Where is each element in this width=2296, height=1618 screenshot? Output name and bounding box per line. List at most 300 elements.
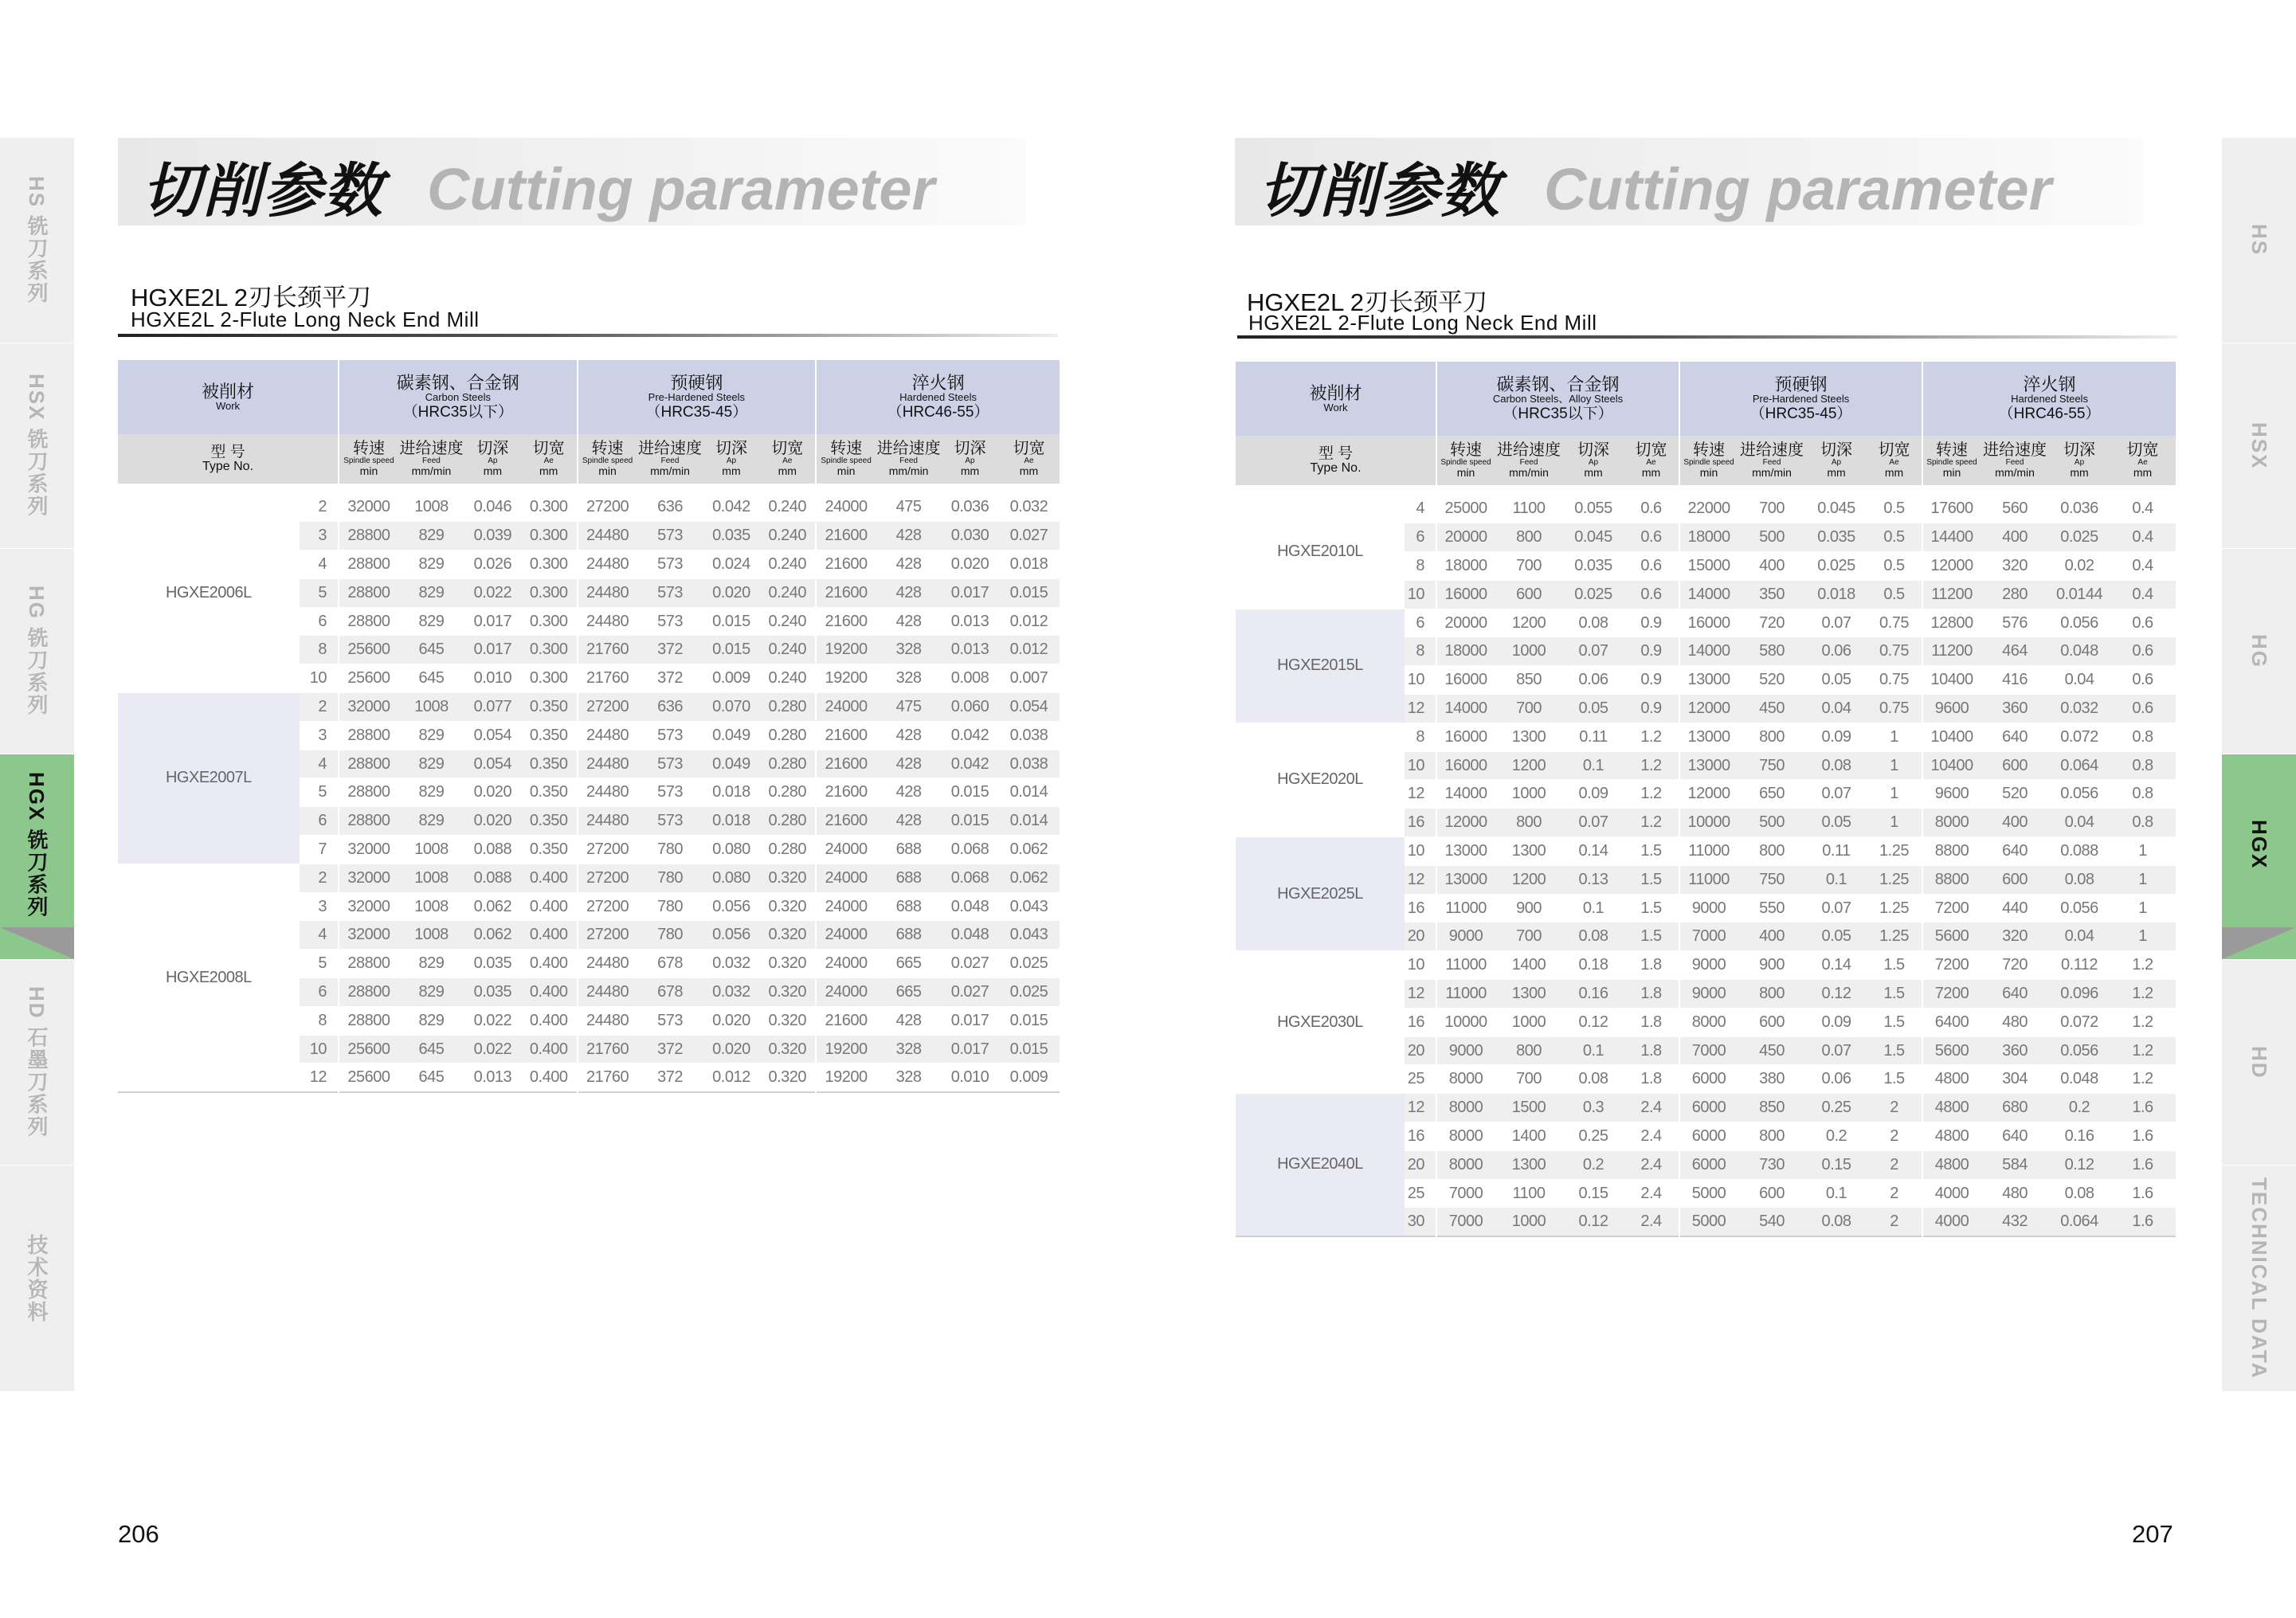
param-value-cell: 573 <box>637 522 703 550</box>
diameter-cell: 2 <box>300 693 339 722</box>
material-group-cn: 预硬钢 <box>1774 374 1828 395</box>
param-value-cell: 28800 <box>339 807 398 836</box>
param-value-cell: 1.2 <box>1624 723 1679 751</box>
param-label-en: Spindle speed <box>821 456 872 465</box>
param-label-en: Ap <box>488 456 498 465</box>
param-value-cell: 800 <box>1495 523 1563 552</box>
param-value-cell: 0.025 <box>1806 552 1867 581</box>
param-value-cell: 0.9 <box>1624 609 1679 637</box>
param-value-cell: 16000 <box>1679 609 1738 637</box>
side-tab-hd[interactable] <box>0 960 74 1166</box>
param-value-cell: 1008 <box>398 493 464 522</box>
tab-corner-triangle <box>2222 927 2296 959</box>
param-value-cell: 24480 <box>578 1006 637 1035</box>
work-label-en: Work <box>215 400 241 413</box>
side-tab-hgx[interactable] <box>0 754 74 960</box>
param-value-cell: 0.240 <box>759 607 816 636</box>
param-value-cell: 8000 <box>1922 809 1981 837</box>
param-label-cn: 转速 <box>1693 441 1726 459</box>
side-tab-hd[interactable] <box>2222 960 2296 1166</box>
param-value-cell: 400 <box>1981 523 2049 552</box>
param-column-header <box>759 434 816 484</box>
param-value-cell: 0.062 <box>998 864 1060 892</box>
side-tab-hg[interactable] <box>0 549 74 754</box>
param-value-cell: 0.240 <box>759 664 816 693</box>
hardness-range: （HRC46-55） <box>887 403 989 421</box>
param-value-cell: 0.400 <box>521 1035 578 1064</box>
param-value-cell: 8000 <box>1436 1122 1495 1151</box>
side-tab-hs[interactable] <box>2222 138 2296 343</box>
param-value-cell: 12000 <box>1679 695 1738 723</box>
param-value-cell: 21760 <box>578 1064 637 1092</box>
diameter-cell: 20 <box>1405 1036 1436 1065</box>
param-unit: min <box>598 464 617 478</box>
param-value-cell: 0.280 <box>759 807 816 836</box>
param-value-cell: 0.15 <box>1563 1179 1624 1208</box>
param-value-cell: 0.032 <box>703 978 760 1007</box>
param-value-cell: 1 <box>1867 809 1922 837</box>
side-tab-label: HSX <box>2247 421 2271 470</box>
diameter-cell: 20 <box>1405 923 1436 951</box>
param-column-header <box>1679 436 1738 485</box>
param-value-cell: 829 <box>398 778 464 807</box>
param-value-cell: 19200 <box>816 636 876 664</box>
param-label-en: Feed <box>422 456 441 465</box>
param-value-cell: 0.6 <box>2110 695 2176 723</box>
param-label-cn: 切宽 <box>2126 441 2159 459</box>
param-value-cell: 0.6 <box>2110 637 2176 666</box>
param-value-cell: 24480 <box>578 522 637 550</box>
param-value-cell: 7000 <box>1436 1179 1495 1208</box>
param-value-cell: 0.015 <box>703 636 760 664</box>
param-value-cell: 636 <box>637 493 703 522</box>
param-value-cell: 6000 <box>1679 1065 1738 1094</box>
param-value-cell: 0.16 <box>1563 980 1624 1009</box>
param-value-cell: 0.300 <box>521 493 578 522</box>
param-value-cell: 21600 <box>816 607 876 636</box>
param-unit: mm <box>2070 466 2089 480</box>
diameter-cell: 6 <box>1405 609 1436 637</box>
param-unit: mm <box>483 464 503 478</box>
side-tab-label: TECHNICAL DATA <box>2247 1177 2271 1380</box>
param-value-cell: 27200 <box>578 864 637 892</box>
side-tab-hgx[interactable] <box>2222 754 2296 960</box>
param-value-cell: 0.035 <box>1806 523 1867 552</box>
diameter-cell: 6 <box>300 978 339 1007</box>
param-value-cell: 1300 <box>1495 980 1563 1009</box>
param-value-cell: 400 <box>1738 552 1806 581</box>
param-value-cell: 0.8 <box>2110 780 2176 809</box>
param-value-cell: 1 <box>1867 751 1922 780</box>
param-value-cell: 1100 <box>1495 1179 1563 1208</box>
param-value-cell: 0.8 <box>2110 751 2176 780</box>
param-label-en: Spindle speed <box>1440 457 1491 467</box>
diameter-cell: 4 <box>300 750 339 778</box>
param-value-cell: 2.4 <box>1624 1179 1679 1208</box>
param-value-cell: 28800 <box>339 750 398 778</box>
param-value-cell: 9000 <box>1436 1036 1495 1065</box>
param-value-cell: 0.350 <box>521 750 578 778</box>
param-value-cell: 1 <box>2110 894 2176 923</box>
param-value-cell: 0.6 <box>1624 523 1679 552</box>
param-value-cell: 680 <box>1981 1094 2049 1122</box>
param-value-cell: 1500 <box>1495 1094 1563 1122</box>
param-value-cell: 1.5 <box>1624 894 1679 923</box>
param-unit: mm/min <box>1752 466 1792 480</box>
param-value-cell: 0.06 <box>1806 1065 1867 1094</box>
param-value-cell: 0.009 <box>998 1064 1060 1092</box>
param-value-cell: 1000 <box>1495 637 1563 666</box>
param-value-cell: 25600 <box>339 1035 398 1064</box>
param-unit: mm <box>722 464 741 478</box>
param-value-cell: 1 <box>1867 780 1922 809</box>
param-value-cell: 8000 <box>1436 1094 1495 1122</box>
param-value-cell: 0.032 <box>998 493 1060 522</box>
param-value-cell: 0.062 <box>464 921 521 950</box>
param-value-cell: 24480 <box>578 978 637 1007</box>
param-value-cell: 440 <box>1981 894 2049 923</box>
param-value-cell: 0.024 <box>703 550 760 579</box>
param-value-cell: 0.008 <box>942 664 998 693</box>
param-value-cell: 19200 <box>816 1064 876 1092</box>
param-value-cell: 780 <box>637 864 703 892</box>
product-title-en: HGXE2L 2-Flute Long Neck End Mill <box>1248 311 1597 335</box>
param-value-cell: 0.07 <box>1563 637 1624 666</box>
param-value-cell: 1.6 <box>2110 1150 2176 1179</box>
diameter-cell: 4 <box>1405 495 1436 523</box>
type-number-cell: HGXE2030L <box>1277 1013 1363 1031</box>
material-group-en: Pre-Hardened Steels <box>1752 393 1850 405</box>
param-value-cell: 21600 <box>816 750 876 778</box>
side-tab-label: HS <box>2247 224 2271 257</box>
param-value-cell: 0.036 <box>942 493 998 522</box>
diameter-cell: 20 <box>1405 1150 1436 1179</box>
param-value-cell: 416 <box>1981 666 2049 695</box>
param-value-cell: 829 <box>398 807 464 836</box>
param-value-cell: 24000 <box>816 493 876 522</box>
param-value-cell: 21600 <box>816 721 876 750</box>
param-value-cell: 0.045 <box>1806 495 1867 523</box>
param-value-cell: 0.018 <box>703 778 760 807</box>
param-label-en: Ap <box>1588 457 1599 467</box>
param-column-header <box>1436 436 1495 485</box>
param-value-cell: 0.049 <box>703 721 760 750</box>
param-unit: min <box>1456 466 1475 480</box>
param-value-cell: 16000 <box>1436 723 1495 751</box>
param-value-cell: 900 <box>1738 951 1806 980</box>
param-value-cell: 0.056 <box>2049 780 2110 809</box>
param-label-en: Ae <box>1646 457 1656 467</box>
param-value-cell: 0.018 <box>1806 580 1867 609</box>
side-tab-hs[interactable] <box>0 138 74 343</box>
param-value-cell: 1.6 <box>2110 1179 2176 1208</box>
param-value-cell: 0.013 <box>942 636 998 664</box>
table-row <box>118 693 1060 722</box>
param-label-cn: 进给速度 <box>1740 441 1804 459</box>
type-label-en: Type No. <box>1310 460 1362 475</box>
param-value-cell: 640 <box>1981 1122 2049 1151</box>
param-value-cell: 19200 <box>816 664 876 693</box>
param-value-cell: 0.112 <box>2049 951 2110 980</box>
param-value-cell: 1008 <box>398 693 464 722</box>
param-value-cell: 0.027 <box>998 522 1060 550</box>
param-value-cell: 32000 <box>339 693 398 722</box>
material-group-en: Carbon Steels、Alloy Steels <box>1492 393 1624 405</box>
param-value-cell: 2.4 <box>1624 1122 1679 1151</box>
param-value-cell: 573 <box>637 778 703 807</box>
param-value-cell: 0.240 <box>759 578 816 607</box>
diameter-cell: 5 <box>300 578 339 607</box>
param-value-cell: 32000 <box>339 892 398 921</box>
param-value-cell: 0.320 <box>759 1006 816 1035</box>
param-value-cell: 0.300 <box>521 550 578 579</box>
param-value-cell: 0.1 <box>1563 894 1624 923</box>
param-value-cell: 0.017 <box>942 578 998 607</box>
param-value-cell: 10400 <box>1922 723 1981 751</box>
param-value-cell: 0.240 <box>759 636 816 664</box>
param-column-header <box>1495 436 1563 485</box>
param-value-cell: 428 <box>876 550 942 579</box>
param-value-cell: 18000 <box>1436 637 1495 666</box>
param-value-cell: 1.5 <box>1867 1008 1922 1036</box>
param-unit: mm/min <box>650 464 690 478</box>
param-label-cn: 切深 <box>954 439 986 457</box>
param-label-en: Feed <box>2005 457 2024 467</box>
param-label-en: Feed <box>899 456 918 465</box>
param-unit: mm/min <box>1509 466 1549 480</box>
param-value-cell: 0.07 <box>1806 894 1867 923</box>
diameter-cell: 16 <box>1405 1008 1436 1036</box>
param-value-cell: 8000 <box>1436 1065 1495 1094</box>
param-value-cell: 829 <box>398 607 464 636</box>
side-tab-label: 技术资料 <box>25 1233 49 1323</box>
param-column-header <box>1922 436 1981 485</box>
param-unit: mm <box>1884 466 1904 480</box>
param-value-cell: 600 <box>1495 580 1563 609</box>
param-value-cell: 25600 <box>339 664 398 693</box>
type-number-cell: HGXE2008L <box>165 968 252 986</box>
param-value-cell: 7000 <box>1436 1208 1495 1236</box>
right-side-tabs <box>2222 138 2296 1391</box>
param-value-cell: 1.2 <box>1624 780 1679 809</box>
param-value-cell: 0.049 <box>703 750 760 778</box>
param-value-cell: 829 <box>398 550 464 579</box>
param-value-cell: 24000 <box>816 950 876 978</box>
diameter-cell: 7 <box>300 836 339 864</box>
param-value-cell: 1400 <box>1495 951 1563 980</box>
param-value-cell: 1.25 <box>1867 894 1922 923</box>
param-value-cell: 14000 <box>1679 637 1738 666</box>
param-value-cell: 0.088 <box>464 836 521 864</box>
param-value-cell: 0.6 <box>2110 666 2176 695</box>
param-value-cell: 0.064 <box>2049 1208 2110 1236</box>
param-value-cell: 6000 <box>1679 1122 1738 1151</box>
param-value-cell: 1.8 <box>1624 980 1679 1009</box>
param-column-header <box>998 434 1060 484</box>
param-value-cell: 730 <box>1738 1150 1806 1179</box>
param-value-cell: 600 <box>1738 1179 1806 1208</box>
param-value-cell: 800 <box>1738 837 1806 866</box>
diameter-cell: 25 <box>1405 1179 1436 1208</box>
param-value-cell: 4000 <box>1922 1208 1981 1236</box>
param-value-cell: 0.015 <box>942 807 998 836</box>
param-label-cn: 切宽 <box>771 439 804 457</box>
param-value-cell: 0.020 <box>942 550 998 579</box>
param-value-cell: 27200 <box>578 493 637 522</box>
param-value-cell: 21600 <box>816 1006 876 1035</box>
param-value-cell: 580 <box>1738 637 1806 666</box>
param-value-cell: 480 <box>1981 1008 2049 1036</box>
param-value-cell: 829 <box>398 578 464 607</box>
material-group-en: Hardened Steels <box>899 391 977 404</box>
param-value-cell: 428 <box>876 607 942 636</box>
param-value-cell: 24000 <box>816 892 876 921</box>
hardness-range: （HRC35以下） <box>1503 405 1613 422</box>
param-column-header <box>398 434 464 484</box>
param-value-cell: 380 <box>1738 1065 1806 1094</box>
param-value-cell: 0.9 <box>1624 695 1679 723</box>
param-value-cell: 0.08 <box>2049 865 2110 894</box>
param-value-cell: 0.020 <box>464 778 521 807</box>
diameter-cell: 10 <box>300 1035 339 1064</box>
param-value-cell: 21600 <box>816 778 876 807</box>
spacer-cell <box>118 484 1060 493</box>
param-value-cell: 1008 <box>398 864 464 892</box>
param-value-cell: 0.022 <box>464 578 521 607</box>
param-column-header <box>942 434 998 484</box>
param-value-cell: 1 <box>1867 723 1922 751</box>
param-value-cell: 0.015 <box>942 778 998 807</box>
param-value-cell: 12000 <box>1922 552 1981 581</box>
param-value-cell: 0.035 <box>1563 552 1624 581</box>
param-value-cell: 28800 <box>339 522 398 550</box>
diameter-cell: 2 <box>300 864 339 892</box>
side-tab-hg[interactable] <box>2222 549 2296 754</box>
param-value-cell: 0.07 <box>1563 809 1624 837</box>
param-value-cell: 0.300 <box>521 664 578 693</box>
table-row <box>118 493 1060 522</box>
param-value-cell: 0.038 <box>998 721 1060 750</box>
param-value-cell: 1.25 <box>1867 837 1922 866</box>
param-value-cell: 27200 <box>578 892 637 921</box>
param-value-cell: 600 <box>1981 865 2049 894</box>
diameter-cell: 12 <box>1405 865 1436 894</box>
param-value-cell: 7200 <box>1922 951 1981 980</box>
param-column-header <box>1563 436 1624 485</box>
param-value-cell: 7200 <box>1922 980 1981 1009</box>
param-value-cell: 0.043 <box>998 892 1060 921</box>
diameter-cell: 12 <box>1405 1094 1436 1122</box>
param-value-cell: 0.8 <box>2110 723 2176 751</box>
param-value-cell: 0.280 <box>759 721 816 750</box>
side-tab-hsx[interactable] <box>0 343 74 549</box>
param-value-cell: 0.015 <box>998 1006 1060 1035</box>
param-value-cell: 0.320 <box>759 978 816 1007</box>
table-row <box>118 864 1060 892</box>
param-value-cell: 0.009 <box>703 664 760 693</box>
param-value-cell: 13000 <box>1436 837 1495 866</box>
param-value-cell: 27200 <box>578 836 637 864</box>
param-value-cell: 0.09 <box>1806 1008 1867 1036</box>
side-tab-technical[interactable] <box>2222 1166 2296 1391</box>
page-header-title-cn: 切削参数 <box>142 157 384 225</box>
param-value-cell: 10000 <box>1679 809 1738 837</box>
param-value-cell: 1.2 <box>1624 809 1679 837</box>
param-value-cell: 4800 <box>1922 1150 1981 1179</box>
param-value-cell: 13000 <box>1679 751 1738 780</box>
param-value-cell: 0.054 <box>464 721 521 750</box>
param-value-cell: 0.020 <box>703 1006 760 1035</box>
param-value-cell: 320 <box>1981 552 2049 581</box>
param-label-en: Ap <box>726 456 737 465</box>
param-value-cell: 0.056 <box>703 892 760 921</box>
param-value-cell: 20000 <box>1436 523 1495 552</box>
param-column-header <box>2049 436 2110 485</box>
param-value-cell: 5600 <box>1922 923 1981 951</box>
param-value-cell: 700 <box>1495 923 1563 951</box>
param-value-cell: 0.018 <box>703 807 760 836</box>
diameter-cell: 16 <box>1405 1122 1436 1151</box>
material-group-cn: 淬火钢 <box>2023 374 2076 395</box>
param-value-cell: 850 <box>1738 1094 1806 1122</box>
param-label-en: Ae <box>1024 456 1034 465</box>
param-value-cell: 21760 <box>578 636 637 664</box>
table-subheader-row <box>118 434 1060 484</box>
param-label-cn: 转速 <box>352 439 385 457</box>
param-value-cell: 475 <box>876 493 942 522</box>
param-value-cell: 6000 <box>1679 1094 1738 1122</box>
param-value-cell: 0.056 <box>2049 609 2110 637</box>
param-value-cell: 0.05 <box>1806 809 1867 837</box>
param-value-cell: 0.077 <box>464 693 521 722</box>
param-value-cell: 9600 <box>1922 695 1981 723</box>
param-value-cell: 7200 <box>1922 894 1981 923</box>
material-group-cn: 碳素钢、合金钢 <box>396 373 519 394</box>
param-value-cell: 24480 <box>578 750 637 778</box>
param-value-cell: 636 <box>637 693 703 722</box>
param-value-cell: 0.07 <box>1806 780 1867 809</box>
page-header-title-en: Cutting parameter <box>427 156 935 222</box>
param-value-cell: 0.11 <box>1806 837 1867 866</box>
side-tab-hsx[interactable] <box>2222 343 2296 549</box>
param-value-cell: 11200 <box>1922 580 1981 609</box>
param-value-cell: 0.08 <box>1806 751 1867 780</box>
param-value-cell: 0.014 <box>998 778 1060 807</box>
hardness-range: （HRC35以下） <box>402 403 513 421</box>
param-value-cell: 0.280 <box>759 836 816 864</box>
table-subheader-row <box>1236 436 2176 485</box>
param-value-cell: 0.5 <box>1867 552 1922 581</box>
param-value-cell: 1.5 <box>1867 980 1922 1009</box>
material-group-en: Carbon Steels <box>425 391 491 404</box>
side-tab-technical[interactable] <box>0 1166 74 1391</box>
param-value-cell: 0.4 <box>2110 552 2176 581</box>
param-value-cell: 9000 <box>1679 980 1738 1009</box>
param-column-header <box>339 434 398 484</box>
param-value-cell: 25600 <box>339 1064 398 1092</box>
param-value-cell: 20000 <box>1436 609 1495 637</box>
param-value-cell: 0.010 <box>464 664 521 693</box>
param-value-cell: 24480 <box>578 550 637 579</box>
param-value-cell: 372 <box>637 636 703 664</box>
param-value-cell: 0.6 <box>1624 495 1679 523</box>
param-value-cell: 0.025 <box>1563 580 1624 609</box>
param-value-cell: 0.027 <box>942 978 998 1007</box>
param-value-cell: 0.096 <box>2049 980 2110 1009</box>
param-value-cell: 573 <box>637 1006 703 1035</box>
material-group-cn: 淬火钢 <box>911 373 965 394</box>
param-value-cell: 1 <box>2110 865 2176 894</box>
